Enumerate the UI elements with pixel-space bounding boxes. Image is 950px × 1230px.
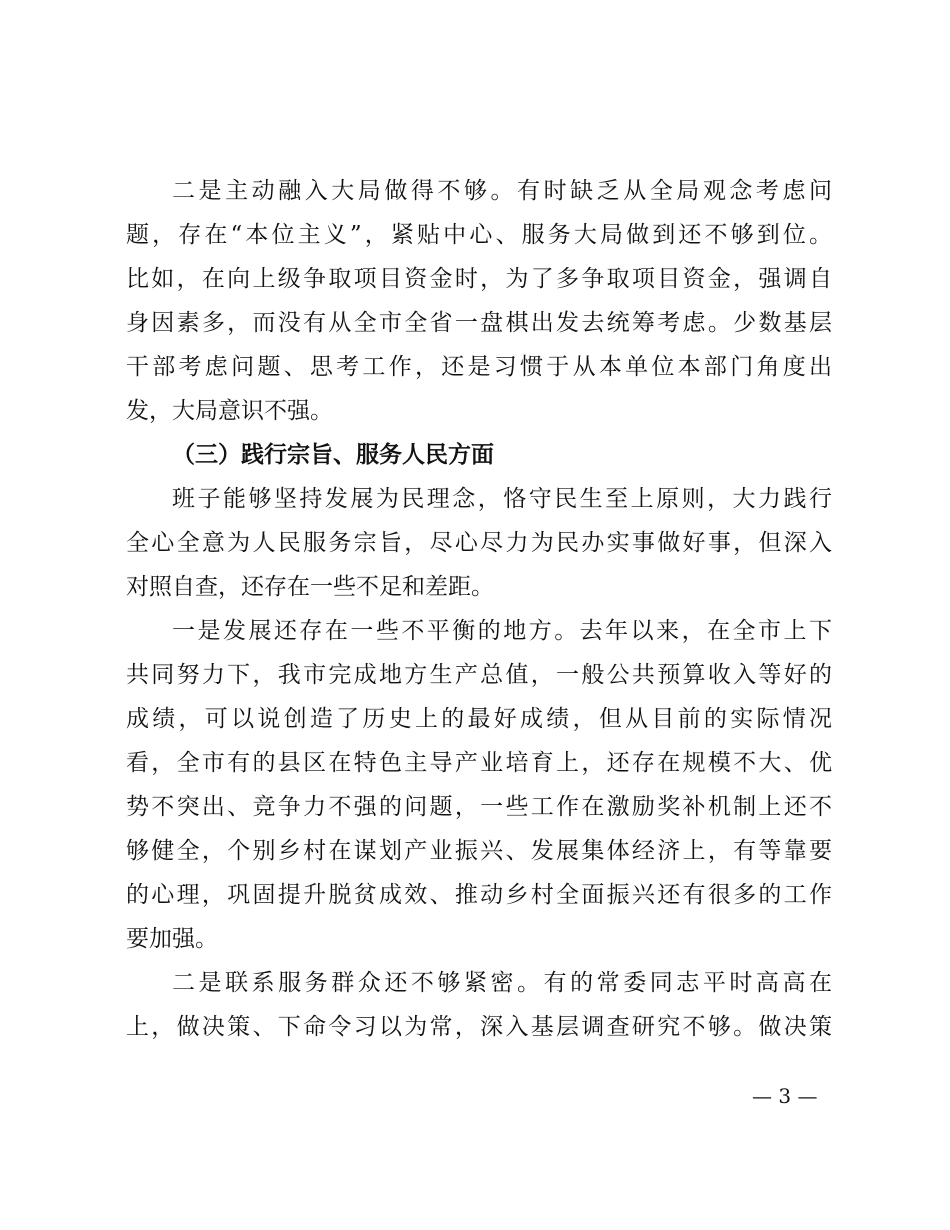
paragraph-line: 全心全意为人民服务宗旨，尽心尽力为民办实事做好事，但深入 xyxy=(126,530,832,556)
paragraph-line: 题，存在“本位主义”，紧贴中心、服务大局做到还不够到位。 xyxy=(126,222,832,248)
paragraph-line: 要加强。 xyxy=(126,926,218,952)
paragraph-line: 一是发展还存在一些不平衡的地方。去年以来，在全市上下 xyxy=(172,618,832,644)
paragraph-line: 成绩，可以说创造了历史上的最好成绩，但从目前的实际情况 xyxy=(126,706,832,732)
paragraph-line: 势不突出、竞争力不强的问题，一些工作在激励奖补机制上还不 xyxy=(126,794,832,820)
paragraph-line: 上，做决策、下命令习以为常，深入基层调查研究不够。做决策 xyxy=(126,1014,832,1040)
paragraph-line: 比如，在向上级争取项目资金时，为了多争取项目资金，强调自 xyxy=(126,266,832,292)
paragraph-line: 二是联系服务群众还不够紧密。有的常委同志平时高高在 xyxy=(172,970,832,996)
paragraph-line: 够健全，个别乡村在谋划产业振兴、发展集体经济上，有等靠要 xyxy=(126,838,832,864)
paragraph-line: 共同努力下，我市完成地方生产总值，一般公共预算收入等好的 xyxy=(126,662,832,688)
paragraph-line: 的心理，巩固提升脱贫成效、推动乡村全面振兴还有很多的工作 xyxy=(126,882,832,908)
paragraph-line: 班子能够坚持发展为民理念，恪守民生至上原则，大力践行 xyxy=(172,486,832,512)
section-heading: （三）践行宗旨、服务人民方面 xyxy=(172,441,494,468)
paragraph-line: 二是主动融入大局做得不够。有时缺乏从全局观念考虑问 xyxy=(172,178,832,204)
paragraph-line: 看，全市有的县区在特色主导产业培育上，还存在规模不大、优 xyxy=(126,750,832,776)
paragraph-line: 干部考虑问题、思考工作，还是习惯于从本单位本部门角度出 xyxy=(126,354,832,380)
paragraph-line: 发，大局意识不强。 xyxy=(126,398,333,424)
page-number: — 3 — xyxy=(752,1084,818,1108)
paragraph-line: 对照自查，还存在一些不足和差距。 xyxy=(126,574,494,600)
paragraph-line: 身因素多，而没有从全市全省一盘棋出发去统筹考虑。少数基层 xyxy=(126,310,832,336)
